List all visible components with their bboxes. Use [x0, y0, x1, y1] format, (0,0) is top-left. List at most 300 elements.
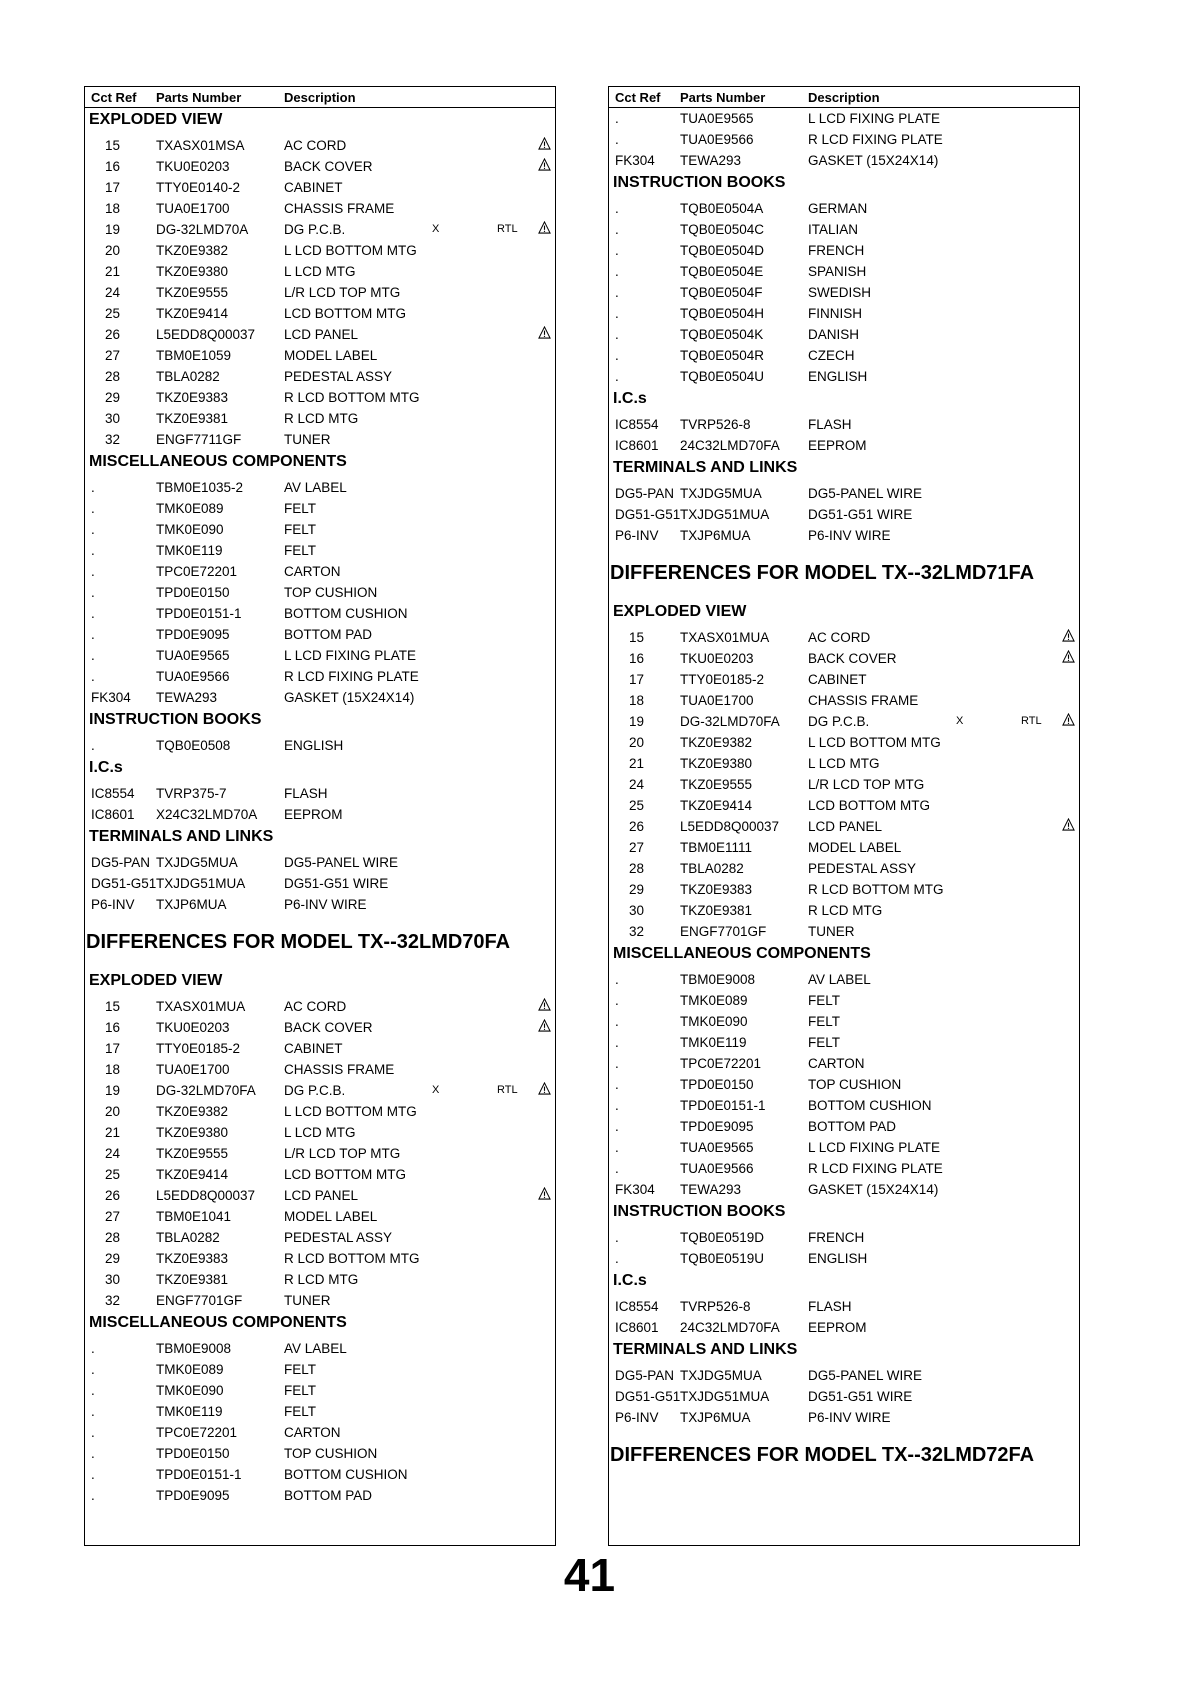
parts-number: TQB0E0504C — [680, 222, 765, 237]
description: GERMAN — [808, 201, 868, 216]
cct-ref: P6-INV — [615, 1410, 659, 1425]
description: DG51-G51 WIRE — [284, 876, 389, 891]
cct-ref: . — [615, 327, 619, 342]
section-heading: I.C.s — [613, 1272, 647, 1289]
parts-number: TVRP526-8 — [680, 1299, 751, 1314]
parts-row — [85, 135, 555, 156]
description: CHASSIS FRAME — [284, 1062, 395, 1077]
description: BOTTOM CUSHION — [284, 606, 408, 621]
parts-number: TBM0E1041 — [156, 1209, 232, 1224]
cct-ref: 20 — [105, 1104, 121, 1119]
cct-ref: 17 — [105, 180, 121, 195]
warning-triangle-icon — [538, 324, 551, 345]
description: FINNISH — [808, 306, 862, 321]
description: R LCD FIXING PLATE — [808, 1161, 943, 1176]
model-differences-heading: DIFFERENCES FOR MODEL TX--32LMD70FA — [86, 931, 511, 953]
parts-row — [85, 666, 555, 687]
cct-ref: IC8601 — [615, 1320, 659, 1335]
parts-number: DG-32LMD70A — [156, 222, 249, 237]
description: AV LABEL — [284, 1341, 347, 1356]
parts-number: TXJP6MUA — [680, 1410, 751, 1425]
parts-row — [609, 1011, 1079, 1032]
parts-row — [609, 303, 1079, 324]
cct-ref: IC8554 — [615, 417, 659, 432]
parts-row — [609, 198, 1079, 219]
parts-number: TPD0E9095 — [680, 1119, 754, 1134]
cct-ref: . — [91, 1488, 95, 1503]
cct-ref: 17 — [629, 672, 645, 687]
parts-row — [85, 1248, 555, 1269]
cct-ref: . — [615, 972, 619, 987]
warning-triangle-icon — [538, 135, 551, 156]
cct-ref: 20 — [105, 243, 121, 258]
parts-number: TXJP6MUA — [156, 897, 227, 912]
cct-ref: 19 — [629, 714, 645, 729]
parts-row — [609, 774, 1079, 795]
cct-ref: . — [615, 306, 619, 321]
parts-row — [609, 108, 1079, 129]
parts-row — [609, 261, 1079, 282]
cct-ref: 32 — [105, 1293, 121, 1308]
warning-triangle-icon — [538, 219, 551, 240]
parts-row — [85, 282, 555, 303]
description: R LCD MTG — [284, 1272, 359, 1287]
description: R LCD BOTTOM MTG — [284, 1251, 420, 1266]
parts-number: TKZ0E9382 — [680, 735, 753, 750]
parts-row — [609, 219, 1079, 240]
cct-ref: FK304 — [615, 153, 655, 168]
parts-number: TUA0E9566 — [156, 669, 230, 684]
description: R LCD FIXING PLATE — [284, 669, 419, 684]
cct-ref: 26 — [629, 819, 645, 834]
parts-row — [609, 648, 1079, 669]
parts-number: TPC0E72201 — [156, 1425, 238, 1440]
description: L LCD MTG — [808, 756, 880, 771]
parts-row — [85, 1422, 555, 1443]
parts-row — [609, 1407, 1079, 1428]
description: LCD PANEL — [808, 819, 883, 834]
parts-number: TUA0E9566 — [680, 1161, 754, 1176]
parts-number: TXASX01MUA — [156, 999, 246, 1014]
parts-number: TQB0E0504K — [680, 327, 764, 342]
cct-ref: . — [91, 1467, 95, 1482]
parts-number: TVRP526-8 — [680, 417, 751, 432]
cct-ref: DG5-PAN — [91, 855, 151, 870]
description: FELT — [284, 501, 317, 516]
parts-row — [85, 873, 555, 894]
parts-number: TPD0E0150 — [680, 1077, 754, 1092]
description: TUNER — [808, 924, 855, 939]
description: R LCD MTG — [284, 411, 359, 426]
description: L LCD BOTTOM MTG — [808, 735, 941, 750]
parts-number: X24C32LMD70A — [156, 807, 258, 822]
parts-row — [85, 1443, 555, 1464]
parts-number: 24C32LMD70FA — [680, 438, 780, 453]
cct-ref: . — [91, 627, 95, 642]
parts-row — [85, 1464, 555, 1485]
cct-ref: FK304 — [615, 1182, 655, 1197]
description: DG51-G51 WIRE — [808, 1389, 913, 1404]
parts-number: TKZ0E9555 — [680, 777, 753, 792]
parts-row — [609, 627, 1079, 648]
cct-ref: 15 — [629, 630, 645, 645]
warning-triangle-icon — [538, 1080, 551, 1101]
section-heading: TERMINALS AND LINKS — [613, 459, 798, 476]
parts-number: TKZ0E9555 — [156, 1146, 229, 1161]
parts-row — [609, 669, 1079, 690]
description: CABINET — [284, 180, 343, 195]
cct-ref: 19 — [105, 222, 121, 237]
description: L/R LCD TOP MTG — [284, 285, 401, 300]
description: LCD BOTTOM MTG — [808, 798, 931, 813]
cct-ref: 28 — [629, 861, 645, 876]
description: FLASH — [808, 417, 852, 432]
parts-number: ENGF7701GF — [680, 924, 767, 939]
description: L LCD MTG — [284, 1125, 356, 1140]
cct-ref: 16 — [105, 159, 121, 174]
parts-row — [609, 1074, 1079, 1095]
description: L LCD BOTTOM MTG — [284, 1104, 417, 1119]
parts-row — [85, 804, 555, 825]
cct-ref: . — [615, 201, 619, 216]
parts-row — [85, 852, 555, 873]
description: DG5-PANEL WIRE — [808, 1368, 923, 1383]
warning-triangle-icon — [1062, 816, 1075, 837]
parts-number: TUA0E9565 — [156, 648, 230, 663]
parts-number: TKZ0E9381 — [156, 1272, 229, 1287]
description: ENGLISH — [284, 738, 344, 753]
description: GASKET (15X24X14) — [284, 690, 415, 705]
parts-number: TTY0E0185-2 — [680, 672, 765, 687]
cct-ref: 17 — [105, 1041, 121, 1056]
parts-number: TQB0E0508 — [156, 738, 231, 753]
cct-ref: . — [615, 222, 619, 237]
description: PEDESTAL ASSY — [284, 369, 393, 384]
parts-row — [85, 1227, 555, 1248]
parts-row — [609, 1032, 1079, 1053]
parts-number: TKU0E0203 — [156, 159, 230, 174]
x-mark: X — [432, 223, 440, 235]
cct-ref: . — [615, 1077, 619, 1092]
description: P6-INV WIRE — [808, 1410, 891, 1425]
cct-ref: . — [615, 1098, 619, 1113]
description: GASKET (15X24X14) — [808, 153, 939, 168]
description: DANISH — [808, 327, 860, 342]
parts-row — [85, 1380, 555, 1401]
cct-ref: 32 — [105, 432, 121, 447]
parts-number: TXJDG5MUA — [680, 1368, 762, 1383]
cct-ref: . — [91, 606, 95, 621]
cct-ref: . — [91, 480, 95, 495]
parts-number: TQB0E0504E — [680, 264, 764, 279]
cct-ref: . — [91, 1446, 95, 1461]
cct-ref: 15 — [105, 999, 121, 1014]
cct-ref: . — [615, 993, 619, 1008]
cct-ref: 21 — [105, 264, 121, 279]
parts-number: TUA0E1700 — [156, 1062, 230, 1077]
parts-row — [609, 921, 1079, 942]
cct-ref: FK304 — [91, 690, 131, 705]
parts-number: TMK0E090 — [156, 1383, 224, 1398]
cct-ref: 19 — [105, 1083, 121, 1098]
parts-number: TKZ0E9414 — [680, 798, 753, 813]
section-heading: MISCELLANEOUS COMPONENTS — [89, 1314, 347, 1331]
parts-number: TQB0E0519U — [680, 1251, 765, 1266]
description: R LCD BOTTOM MTG — [808, 882, 944, 897]
parts-number: TMK0E090 — [156, 522, 224, 537]
parts-number: TKZ0E9383 — [680, 882, 753, 897]
parts-row — [85, 1485, 555, 1506]
parts-number: TQB0E0504D — [680, 243, 765, 258]
cct-ref: 32 — [629, 924, 645, 939]
parts-number: TKZ0E9383 — [156, 390, 229, 405]
parts-row — [609, 837, 1079, 858]
description: L LCD MTG — [284, 264, 356, 279]
description: R LCD MTG — [808, 903, 883, 918]
parts-row — [85, 498, 555, 519]
parts-row — [609, 1053, 1079, 1074]
parts-number: TTY0E0140-2 — [156, 180, 241, 195]
parts-number: TTY0E0185-2 — [156, 1041, 241, 1056]
cct-ref: P6-INV — [91, 897, 135, 912]
description: AV LABEL — [808, 972, 871, 987]
parts-number: TXASX01MUA — [680, 630, 770, 645]
cct-ref: IC8554 — [91, 786, 135, 801]
section-heading: TERMINALS AND LINKS — [89, 828, 274, 845]
description: LCD PANEL — [284, 1188, 359, 1203]
parts-row — [85, 345, 555, 366]
description: BACK COVER — [284, 159, 373, 174]
cct-ref: . — [91, 1362, 95, 1377]
parts-number: TXJDG5MUA — [680, 486, 762, 501]
parts-number: TPC0E72201 — [680, 1056, 762, 1071]
parts-row — [85, 1164, 555, 1185]
parts-number: TPD0E0150 — [156, 1446, 230, 1461]
parts-row — [85, 894, 555, 915]
cct-ref: 20 — [629, 735, 645, 750]
cct-ref: 21 — [629, 756, 645, 771]
parts-number: TXJDG51MUA — [680, 1389, 770, 1404]
parts-number: TUA0E1700 — [680, 693, 754, 708]
cct-ref: . — [91, 1383, 95, 1398]
parts-row — [85, 177, 555, 198]
description: FELT — [808, 1035, 841, 1050]
parts-row — [85, 240, 555, 261]
parts-number: TQB0E0519D — [680, 1230, 765, 1245]
parts-row — [609, 879, 1079, 900]
cct-ref: . — [91, 522, 95, 537]
parts-number: TKU0E0203 — [680, 651, 754, 666]
description: BACK COVER — [284, 1020, 373, 1035]
parts-number: TKZ0E9555 — [156, 285, 229, 300]
parts-row — [609, 1179, 1079, 1200]
description: BOTTOM PAD — [284, 1488, 373, 1503]
parts-row — [609, 1137, 1079, 1158]
cct-ref: 18 — [629, 693, 645, 708]
description: MODEL LABEL — [808, 840, 902, 855]
x-mark: X — [956, 715, 964, 727]
parts-number: TMK0E089 — [680, 993, 748, 1008]
parts-number: TKZ0E9414 — [156, 306, 229, 321]
description: P6-INV WIRE — [284, 897, 367, 912]
parts-row — [609, 150, 1079, 171]
parts-number: TEWA293 — [680, 1182, 742, 1197]
parts-number: TMK0E089 — [156, 501, 224, 516]
parts-number: TKZ0E9380 — [680, 756, 753, 771]
description: PEDESTAL ASSY — [284, 1230, 393, 1245]
cct-ref: . — [615, 1119, 619, 1134]
description: L LCD FIXING PLATE — [284, 648, 417, 663]
description: FRENCH — [808, 243, 865, 258]
cct-ref: IC8554 — [615, 1299, 659, 1314]
cct-ref: 25 — [105, 306, 121, 321]
parts-row — [609, 732, 1079, 753]
cct-ref: 27 — [105, 1209, 121, 1224]
left-parts-column — [84, 86, 556, 1546]
header-cct-ref: Cct Ref — [91, 89, 137, 105]
section-heading: I.C.s — [613, 390, 647, 407]
description: CARTON — [808, 1056, 865, 1071]
parts-row — [85, 1038, 555, 1059]
right-column-body — [609, 108, 1079, 1482]
description: GASKET (15X24X14) — [808, 1182, 939, 1197]
column-header — [609, 87, 1079, 108]
cct-ref: 28 — [105, 1230, 121, 1245]
parts-row — [609, 504, 1079, 525]
description: FELT — [284, 522, 317, 537]
cct-ref: . — [615, 1014, 619, 1029]
cct-ref: 24 — [105, 1146, 121, 1161]
parts-row — [609, 525, 1079, 546]
cct-ref: 25 — [105, 1167, 121, 1182]
parts-row — [85, 1359, 555, 1380]
description: CZECH — [808, 348, 855, 363]
header-description: Description — [284, 89, 356, 105]
parts-row — [609, 240, 1079, 261]
cct-ref: 16 — [629, 651, 645, 666]
parts-number: DG-32LMD70FA — [680, 714, 780, 729]
rtl-mark: RTL — [1021, 715, 1042, 727]
section-heading: TERMINALS AND LINKS — [613, 1341, 798, 1358]
parts-row — [85, 1206, 555, 1227]
parts-number: TUA0E1700 — [156, 201, 230, 216]
description: SWEDISH — [808, 285, 872, 300]
section-heading: EXPLODED VIEW — [613, 603, 747, 620]
description: CABINET — [284, 1041, 343, 1056]
description: AV LABEL — [284, 480, 347, 495]
parts-row — [85, 687, 555, 708]
parts-row — [609, 795, 1079, 816]
parts-number: TBM0E1111 — [680, 840, 753, 855]
warning-triangle-icon — [1062, 627, 1075, 648]
parts-row — [85, 198, 555, 219]
description: L LCD FIXING PLATE — [808, 111, 941, 126]
parts-row — [609, 900, 1079, 921]
parts-row — [609, 345, 1079, 366]
section-heading: EXPLODED VIEW — [89, 111, 223, 128]
cct-ref: 21 — [105, 1125, 121, 1140]
parts-row — [609, 129, 1079, 150]
parts-row — [85, 366, 555, 387]
description: EEPROM — [284, 807, 343, 822]
parts-number: L5EDD8Q00037 — [156, 327, 256, 342]
description: LCD BOTTOM MTG — [284, 1167, 407, 1182]
parts-row — [609, 366, 1079, 387]
cct-ref: 28 — [105, 369, 121, 384]
description: EEPROM — [808, 1320, 867, 1335]
parts-number: TKZ0E9382 — [156, 1104, 229, 1119]
description: TOP CUSHION — [284, 585, 378, 600]
cct-ref: . — [91, 1404, 95, 1419]
warning-triangle-icon — [1062, 648, 1075, 669]
cct-ref: . — [91, 738, 95, 753]
cct-ref: . — [91, 669, 95, 684]
parts-number: TMK0E119 — [156, 1404, 223, 1419]
description: MODEL LABEL — [284, 348, 378, 363]
parts-number: TPD0E0150 — [156, 585, 230, 600]
parts-row — [609, 816, 1079, 837]
parts-row — [85, 996, 555, 1017]
cct-ref: P6-INV — [615, 528, 659, 543]
model-differences-heading: DIFFERENCES FOR MODEL TX--32LMD72FA — [610, 1444, 1035, 1466]
parts-number: TQB0E0504R — [680, 348, 765, 363]
parts-row — [609, 1296, 1079, 1317]
section-heading: MISCELLANEOUS COMPONENTS — [89, 453, 347, 470]
parts-number: TPD0E0151-1 — [680, 1098, 766, 1113]
column-header — [85, 87, 555, 108]
parts-row — [85, 1017, 555, 1038]
description: L LCD FIXING PLATE — [808, 1140, 941, 1155]
section-heading: MISCELLANEOUS COMPONENTS — [613, 945, 871, 962]
section-heading: EXPLODED VIEW — [89, 972, 223, 989]
parts-row — [85, 1269, 555, 1290]
parts-row — [85, 1101, 555, 1122]
parts-row — [609, 1386, 1079, 1407]
parts-number: TBM0E1035-2 — [156, 480, 244, 495]
parts-number: TEWA293 — [680, 153, 742, 168]
parts-row — [609, 1227, 1079, 1248]
left-column-body — [85, 108, 555, 1506]
description: DG5-PANEL WIRE — [284, 855, 399, 870]
page-number: 41 — [563, 1549, 616, 1601]
description: FRENCH — [808, 1230, 865, 1245]
parts-row — [85, 1080, 555, 1101]
parts-row — [85, 303, 555, 324]
description: L LCD BOTTOM MTG — [284, 243, 417, 258]
description: TOP CUSHION — [808, 1077, 902, 1092]
parts-row — [609, 1158, 1079, 1179]
cct-ref: 16 — [105, 1020, 121, 1035]
description: CHASSIS FRAME — [284, 201, 395, 216]
cct-ref: 26 — [105, 1188, 121, 1203]
description: R LCD BOTTOM MTG — [284, 390, 420, 405]
parts-number: TBLA0282 — [680, 861, 744, 876]
description: LCD BOTTOM MTG — [284, 306, 407, 321]
parts-number: TMK0E119 — [680, 1035, 747, 1050]
parts-row — [609, 711, 1079, 732]
rtl-mark: RTL — [497, 1084, 518, 1096]
parts-number: TXASX01MSA — [156, 138, 245, 153]
x-mark: X — [432, 1084, 440, 1096]
parts-row — [609, 1116, 1079, 1137]
parts-row — [85, 561, 555, 582]
description: DG51-G51 WIRE — [808, 507, 913, 522]
section-heading: INSTRUCTION BOOKS — [613, 1203, 786, 1220]
description: AC CORD — [808, 630, 871, 645]
parts-row — [609, 990, 1079, 1011]
warning-triangle-icon — [538, 1017, 551, 1038]
description: BOTTOM PAD — [808, 1119, 897, 1134]
